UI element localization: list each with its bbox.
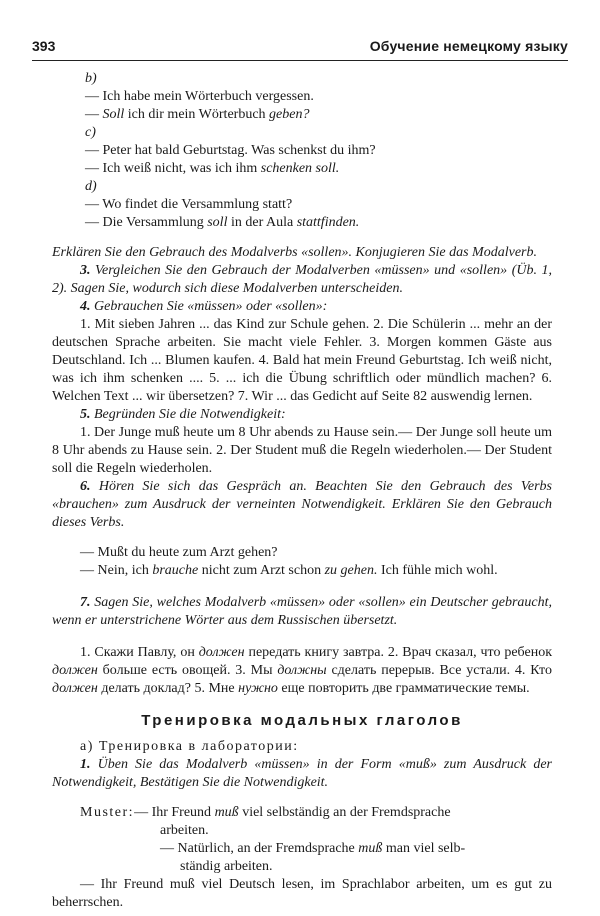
dialog-line (52, 88, 552, 106)
dialog-list (52, 70, 552, 232)
text-run-italic: stattfinden. (296, 215, 360, 230)
lab-exercise-1 (52, 756, 552, 792)
text-run: — Wo findet die Versammlung statt? (85, 197, 293, 212)
muster-line-2 (52, 840, 552, 858)
exercise-4-body: 1. Mit sieben Jahren ... das Kind zur Schule gehen. 2. Die Schülerin ... mehr an der deutschen Sprache arbeiten. Sie macht viele Fehler. 3. Morgen kommen Gäste aus Deutschland. Ich ... Blumen kaufen. 4. Bald hat mein Freund Geburtstag. Ich weiß nicht, was ich ihm schenken .... 5. ... ich die Übung schriftlich oder mündlich machen? 6. Welchen Text ... wir übersetzen? 7. Wir ... das Gedicht auf Seite 82 auswendig lernen. (52, 317, 552, 404)
exercise-text: Hören Sie sich das Gespräch an. Beachten Sie den Gebrauch des Verbs «brauchen» zum Ausdruck der verneinten Notwendigkeit. Erklären Sie den Gebrauch dieses Verbs. (52, 479, 552, 530)
exercise-5-body: 1. Der Junge muß heute um 8 Uhr abends zu Hause sein.— Der Junge soll heute um 8 Uhr abends zu Hause sein. 2. Der Student muß die Regeln wiederholen.— Der Student soll die Regeln wiederholen. (52, 425, 552, 476)
exercise-6-line-1: — Mußt du heute zum Arzt gehen? (80, 545, 278, 560)
exercise-number: 4. (80, 299, 91, 314)
text-run: Ich fühle mich wohl. (377, 563, 498, 578)
page-header (32, 38, 568, 60)
text-run-italic: должен (198, 645, 245, 660)
text-run: — Die Versammlung (85, 215, 208, 230)
exercise-number: 1. (80, 757, 91, 772)
text-run: больше есть овощей. 3. Мы (97, 663, 278, 678)
lab-last-line: — Ihr Freund muß viel Deutsch lesen, im Sprachlabor arbeiten, um es gut zu beherrschen. (52, 877, 552, 910)
exercise-number: 5. (80, 407, 91, 422)
text-run: сделать перерыв. Все устали. 4. Кто (326, 663, 552, 678)
page-content (52, 70, 552, 912)
section-title: Тренировка модальных глаголов (141, 712, 463, 729)
dialog-line (52, 160, 552, 178)
dialog-line (52, 214, 552, 232)
text-run: — Natürlich, an der Fremdsprache (160, 841, 359, 856)
page-number: 393 (32, 38, 56, 54)
exercise-6-line-2 (52, 562, 552, 580)
text-run: — Ihr Freund (134, 805, 215, 820)
text-run-italic: geben? (269, 107, 310, 122)
dialog-line (52, 142, 552, 160)
text-run-italic: должен (52, 681, 98, 696)
text-run-italic: zu gehen. (324, 563, 378, 578)
text-run-italic: schenken soll. (260, 161, 340, 176)
text-run-italic: должен (52, 663, 98, 678)
muster-line-1-cont: arbeiten. (160, 823, 209, 838)
text-run-italic: нужно (238, 681, 278, 696)
text-run-italic: Soll (102, 107, 125, 122)
muster-block (52, 804, 552, 876)
muster-label: Muster: (80, 805, 135, 820)
text-run: делать доклад? 5. Мне (97, 681, 239, 696)
instruction-sollen: Erklären Sie den Gebrauch des Modalverbs «sollen». Konjugieren Sie das Modalverb. (52, 245, 537, 260)
exercise-text: Vergleichen Sie den Gebrauch der Modalverben «müssen» und «sollen» (Üb. 1, 2). Sagen Sie, wodurch sich diese Modalverben unterscheiden. (52, 263, 552, 296)
text-run: передать книгу завтра. 2. Врач сказал, что ребенок (244, 645, 552, 660)
text-run: nicht zum Arzt schon (198, 563, 325, 578)
exercise-text: Üben Sie das Modalverb «müssen» in der Form «muß» zum Ausdruck der Notwendigkeit, Bestätigen Sie die Notwendigkeit. (52, 757, 552, 790)
text-run: in der Aula (227, 215, 297, 230)
text-run: — Ich habe mein Wörterbuch vergessen. (85, 89, 314, 104)
exercise-number: 3. (80, 263, 91, 278)
text-run-italic: должны (277, 663, 327, 678)
text-run: 1. Скажи Павлу, он (80, 645, 199, 660)
exercise-number: 7. (80, 595, 91, 610)
text-run: viel selbständig an der Fremdsprache (238, 805, 451, 820)
exercise-6-title (52, 478, 552, 532)
exercise-text: Begründen Sie die Notwendigkeit: (90, 407, 286, 422)
dialog-line (52, 106, 552, 124)
dialog-line (52, 196, 552, 214)
muster-line-2-cont: ständig arbeiten. (180, 859, 273, 874)
text-run: ich dir mein Wörterbuch (124, 107, 270, 122)
text-run-italic: muß (358, 841, 383, 856)
exercise-text: Sagen Sie, welches Modalverb «müssen» oder «sollen» ein Deutscher gebraucht, wenn er unterstrichene Wörter aus dem Russischen übersetzt. (52, 595, 552, 628)
text-run: man viel selb- (382, 841, 466, 856)
text-run: — Ich weiß nicht, was ich ihm (85, 161, 261, 176)
exercise-number: 6. (80, 479, 91, 494)
text-run: — (85, 107, 103, 122)
text-run: еще повторить две грамматические темы. (277, 681, 530, 696)
dialog-label: c) (85, 125, 96, 140)
muster-line-1 (52, 804, 552, 822)
text-run: — Nein, ich (80, 563, 153, 578)
russian-sentences (52, 644, 552, 698)
exercise-5-title (52, 406, 552, 424)
exercise-7 (52, 594, 552, 630)
exercise-text: Gebrauchen Sie «müssen» oder «sollen»: (90, 299, 328, 314)
text-run: — Peter hat bald Geburtstag. Was schenkst du ihm? (85, 143, 376, 158)
exercise-3 (52, 262, 552, 298)
text-run-italic: brauche (152, 563, 199, 578)
text-run-italic: muß (214, 805, 239, 820)
subsection-a: а) Тренировка в лаборатории: (80, 739, 299, 754)
text-run-italic: soll (207, 215, 228, 230)
running-title: Обучение немецкому языку (369, 38, 568, 54)
exercise-4-title (52, 298, 552, 316)
dialog-label: d) (85, 179, 97, 194)
header-rule (32, 60, 568, 61)
dialog-label: b) (85, 71, 97, 86)
